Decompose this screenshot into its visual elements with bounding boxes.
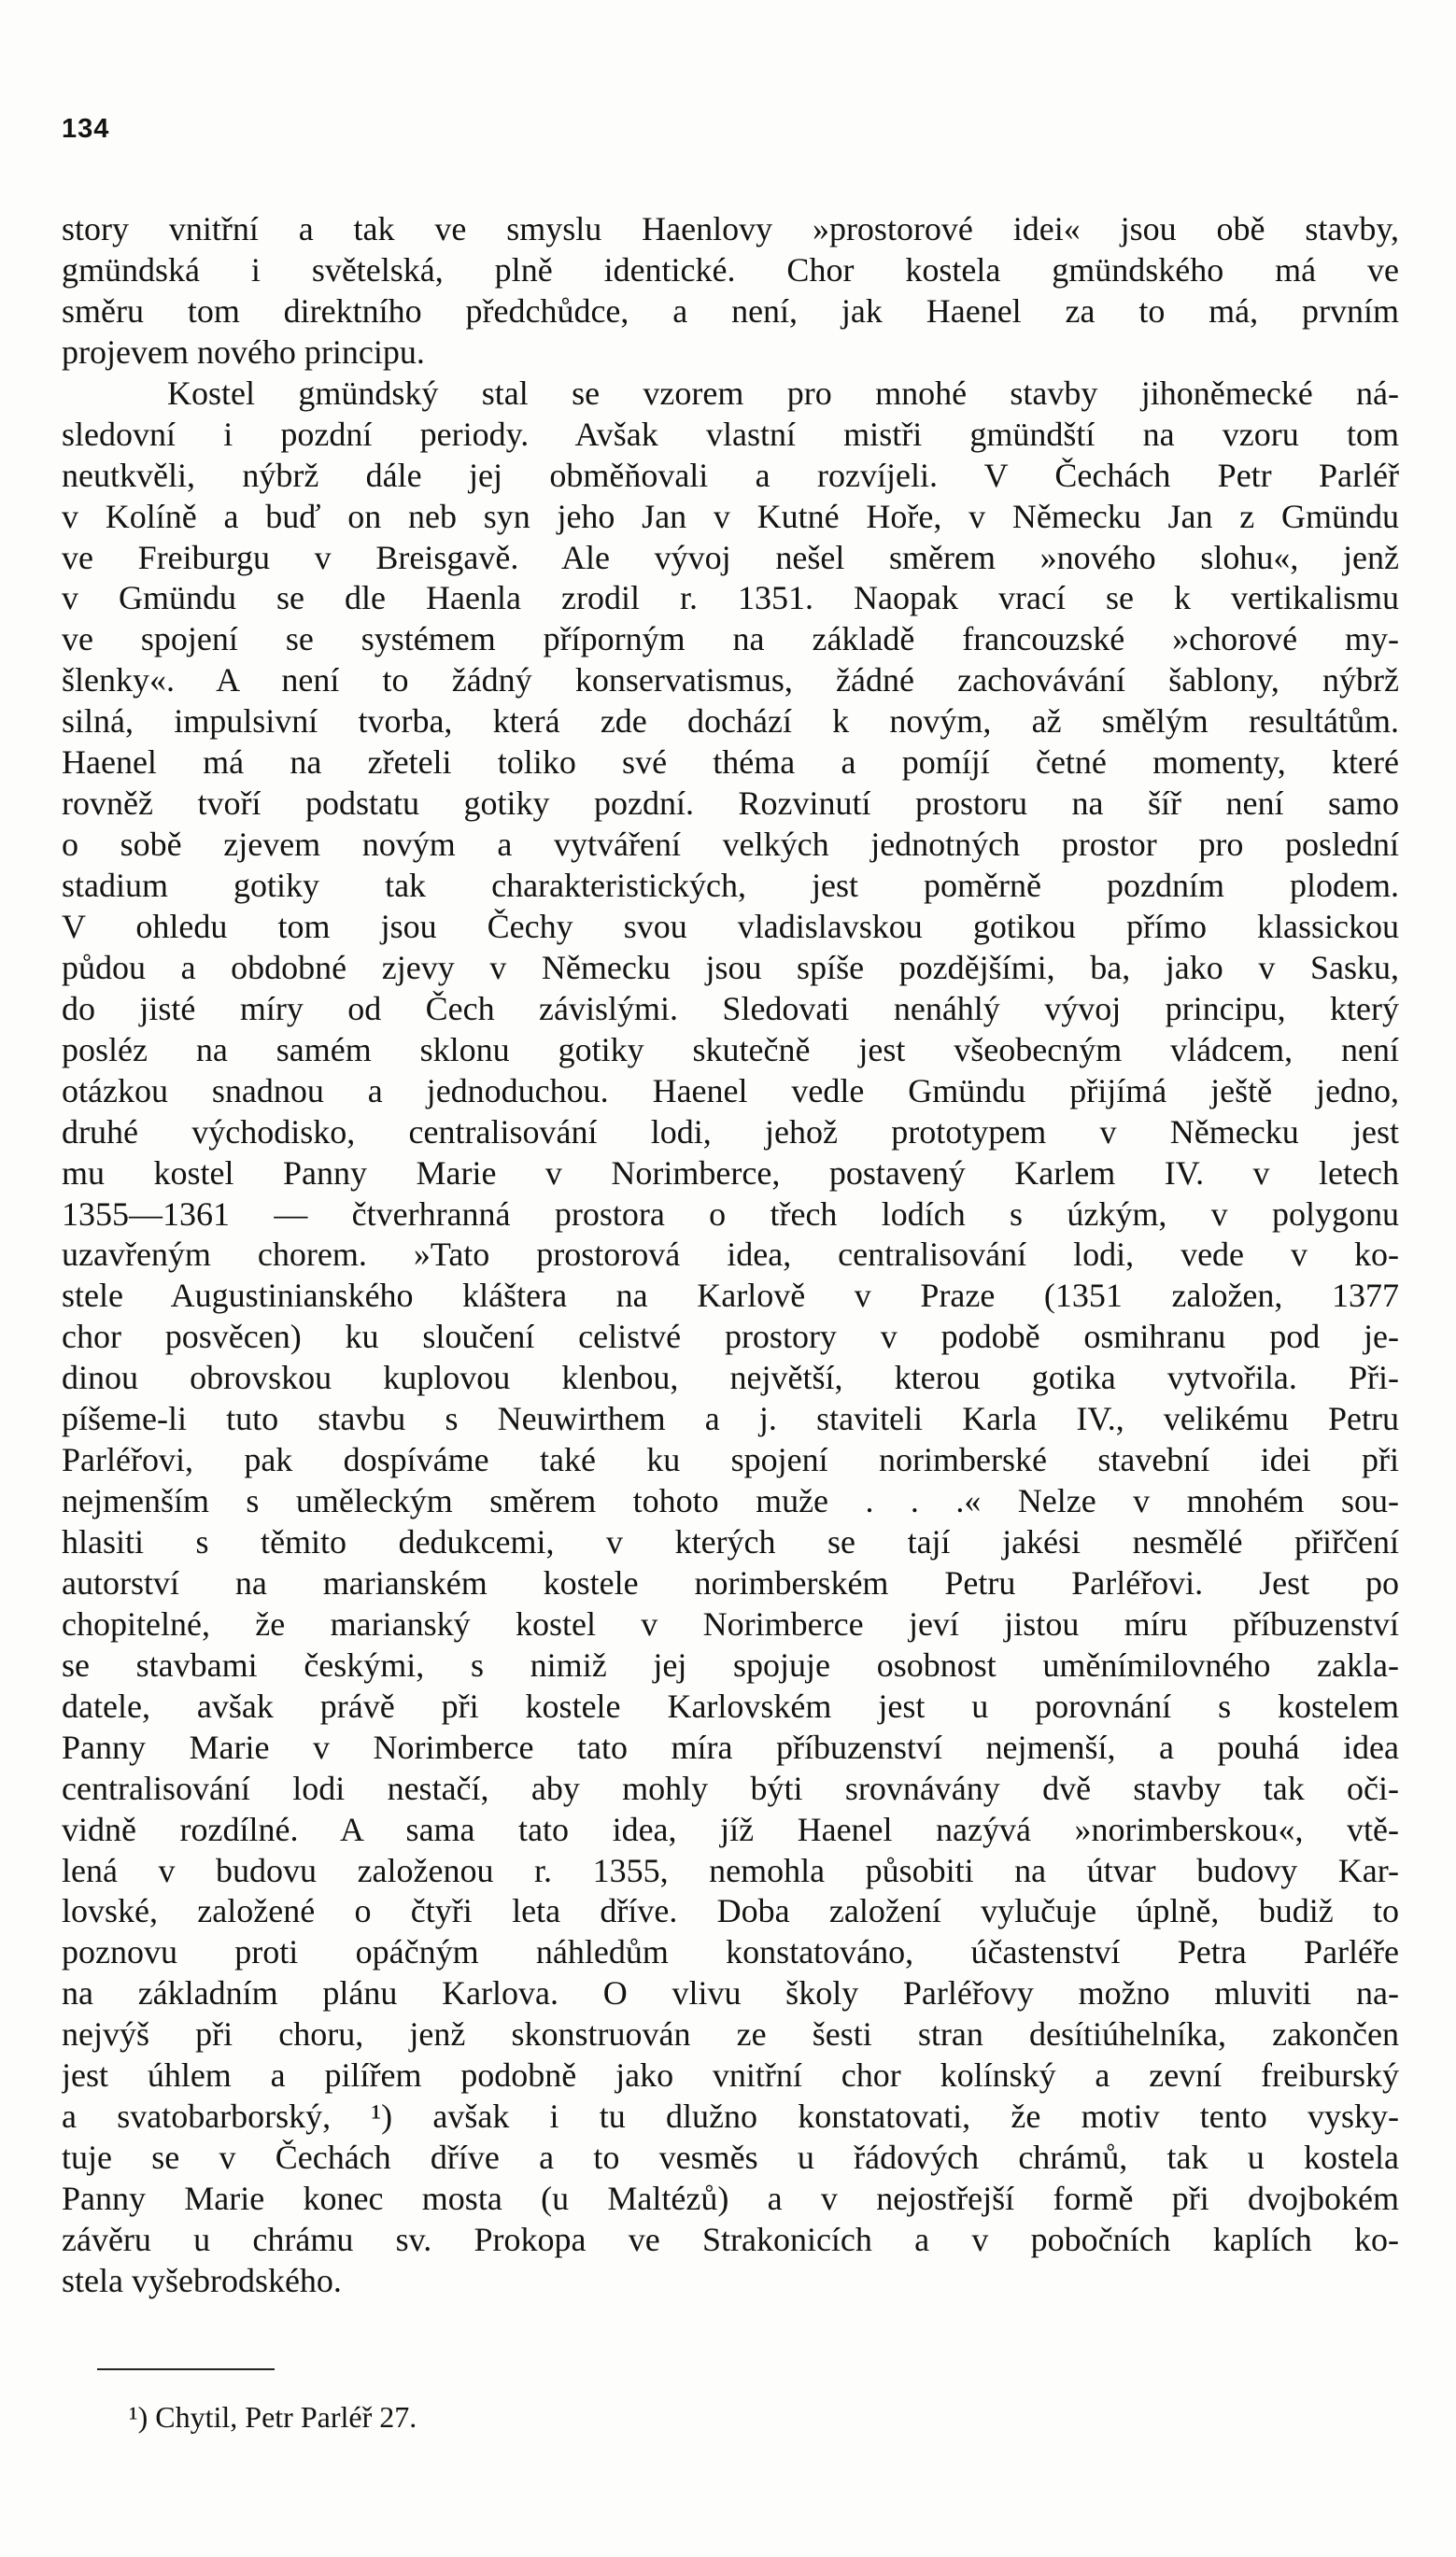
text-line: směru tom direktního předchůdce, a není, jak Haenel za to má, prvním xyxy=(62,291,1399,330)
text-line: centralisování lodi nestačí, aby mohly býti srovnávány dvě stavby tak oči- xyxy=(62,1769,1399,1807)
text-line: datele, avšak právě při kostele Karlovském jest u porovnání s kostelem xyxy=(62,1687,1399,1725)
text-line: 1355—1361 — čtverhranná prostora o třech lodích s úzkým, v polygonu xyxy=(62,1194,1399,1233)
text-line: ve Freiburgu v Breisgavě. Ale vývoj nešel směrem »nového slohu«, jenž xyxy=(62,538,1399,576)
text-line: stele Augustinianského kláštera na Karlově v Praze (1351 založen, 1377 xyxy=(62,1277,1399,1315)
text-line: projevem nového principu. xyxy=(62,332,425,371)
text-line: v Kolíně a buď on neb syn jeho Jan v Kutné Hoře, v Německu Jan z Gmündu xyxy=(62,497,1399,535)
text-line: stela vyšebrodského. xyxy=(62,2261,342,2299)
text-line: do jisté míry od Čech závislými. Sledovati nenáhlý vývoj principu, který xyxy=(62,989,1399,1027)
text-line: o sobě zjevem novým a vytváření velkých jednotných prostor pro poslední xyxy=(62,826,1399,864)
text-line: nejvýš při choru, jenž skonstruován ze šesti stran desítiúhelníka, zakončen xyxy=(62,2015,1399,2054)
text-line: Panny Marie konec mosta (u Maltézů) a v nejostřejší formě při dvojbokém xyxy=(62,2180,1399,2217)
text-line: ve spojení se systémem příporným na základě francouzské »chorové my- xyxy=(62,620,1399,658)
text-line: V ohledu tom jsou Čechy svou vladislavskou gotikou přímo klassickou xyxy=(62,907,1399,945)
page-number: 134 xyxy=(62,114,110,144)
text-line: otázkou snadnou a jednoduchou. Haenel vedle Gmündu přijímá ještě jedno, xyxy=(62,1071,1399,1109)
text-line: jest úhlem a pilířem podobně jako vnitřní chor kolínský a zevní freiburský xyxy=(62,2056,1399,2095)
text-line: závěru u chrámu sv. Prokopa ve Strakonicích a v pobočních kaplích ko- xyxy=(62,2220,1399,2258)
text-line: rovněž tvoří podstatu gotiky pozdní. Rozvinutí prostoru na šíř není samo xyxy=(62,784,1399,823)
text-line: hlasiti s těmito dedukcemi, v kterých se tají jakési nesmělé přiřčení xyxy=(62,1523,1399,1561)
text-line: poznovu proti opáčným náhledům konstatováno, účastenství Petra Parléře xyxy=(62,1933,1399,1971)
text-line: chor posvěcen) ku sloučení celistvé prostory v podobě osmihranu pod je- xyxy=(62,1318,1399,1356)
text-line: tuje se v Čechách dříve a to vesměs u řádových chrámů, tak u kostela xyxy=(62,2139,1399,2177)
text-line: mu kostel Panny Marie v Norimberce, postavený Karlem IV. v letech xyxy=(62,1153,1399,1192)
text-line: autorství na marianském kostele norimberském Petru Parléřovi. Jest po xyxy=(62,1563,1399,1602)
text-line: silná, impulsivní tvorba, která zde dochází k novým, až smělým resultátům. xyxy=(62,702,1399,741)
text-line: druhé východisko, centralisování lodi, jehož prototypem v Německu jest xyxy=(62,1112,1399,1151)
text-line: píšeme-li tuto stavbu s Neuwirthem a j. staviteli Karla IV., velikému Petru xyxy=(62,1400,1399,1438)
text-line: posléz na samém sklonu gotiky skutečně jest všeobecným vládcem, není xyxy=(62,1030,1399,1068)
text-line: vidně rozdílné. A sama tato idea, jíž Haenel nazývá »norimberskou«, vtě- xyxy=(62,1810,1399,1848)
text-line: nejmenším s uměleckým směrem tohoto muže . . .« Nelze v mnohém sou- xyxy=(62,1482,1399,1520)
footnote: ¹) Chytil, Petr Parléř 27. xyxy=(129,2400,417,2434)
text-line: na základním plánu Karlova. O vlivu školy Parléřovy možno mluviti na- xyxy=(62,1974,1399,2013)
text-line: šlenky«. A není to žádný konservatismus, žádné zachovávání šablony, nýbrž xyxy=(62,661,1399,699)
text-line: v Gmündu se dle Haenla zrodil r. 1351. Naopak vrací se k vertikalismu xyxy=(62,579,1399,617)
text-line: Haenel má na zřeteli toliko své théma a pomíjí četné momenty, které xyxy=(62,743,1399,782)
text-line: lená v budovu založenou r. 1355, nemohla působiti na útvar budovy Kar- xyxy=(62,1851,1399,1889)
text-line: uzavřeným chorem. »Tato prostorová idea, centralisování lodi, vede v ko- xyxy=(62,1236,1399,1274)
text-line: se stavbami českými, s nimiž jej spojuje osobnost uměnímilovného zakla- xyxy=(62,1646,1399,1684)
text-line: chopitelné, že marianský kostel v Norimberce jeví jistou míru příbuzenství xyxy=(62,1604,1399,1643)
text-line: dinou obrovskou kuplovou klenbou, největší, kterou gotika vytvořila. Při- xyxy=(62,1359,1399,1397)
text-line: gmündská i světelská, plně identické. Chor kostela gmündského má ve xyxy=(62,250,1399,289)
text-line: sledovní i pozdní periody. Avšak vlastní mistři gmündští na vzoru tom xyxy=(62,415,1399,453)
text-line: Kostel gmündský stal se vzorem pro mnohé stavby jihoněmecké ná- xyxy=(167,374,1399,412)
text-line: story vnitřní a tak ve smyslu Haenlovy »prostorové idei« jsou obě stavby, xyxy=(62,210,1399,247)
text-line: neutkvěli, nýbrž dále jej obměňovali a rozvíjeli. V Čechách Petr Parléř xyxy=(62,456,1399,494)
text-line: půdou a obdobné zjevy v Německu jsou spíše pozdějšími, ba, jako v Sasku, xyxy=(62,948,1399,986)
body-text xyxy=(62,209,1399,2302)
footnote-divider xyxy=(97,2368,275,2370)
text-line: stadium gotiky tak charakteristických, jest poměrně pozdním plodem. xyxy=(62,867,1399,904)
text-line: Parléřovi, pak dospíváme také ku spojení norimberské stavební idei při xyxy=(62,1441,1399,1479)
text-line: lovské, založené o čtyři leta dříve. Doba založení vylučuje úplně, budiž to xyxy=(62,1892,1399,1930)
text-line: Panny Marie v Norimberce tato míra příbuzenství nejmenší, a pouhá idea xyxy=(62,1728,1399,1766)
text-line: a svatobarborský, ¹) avšak i tu dlužno konstatovati, že motiv tento vysky- xyxy=(62,2098,1399,2136)
